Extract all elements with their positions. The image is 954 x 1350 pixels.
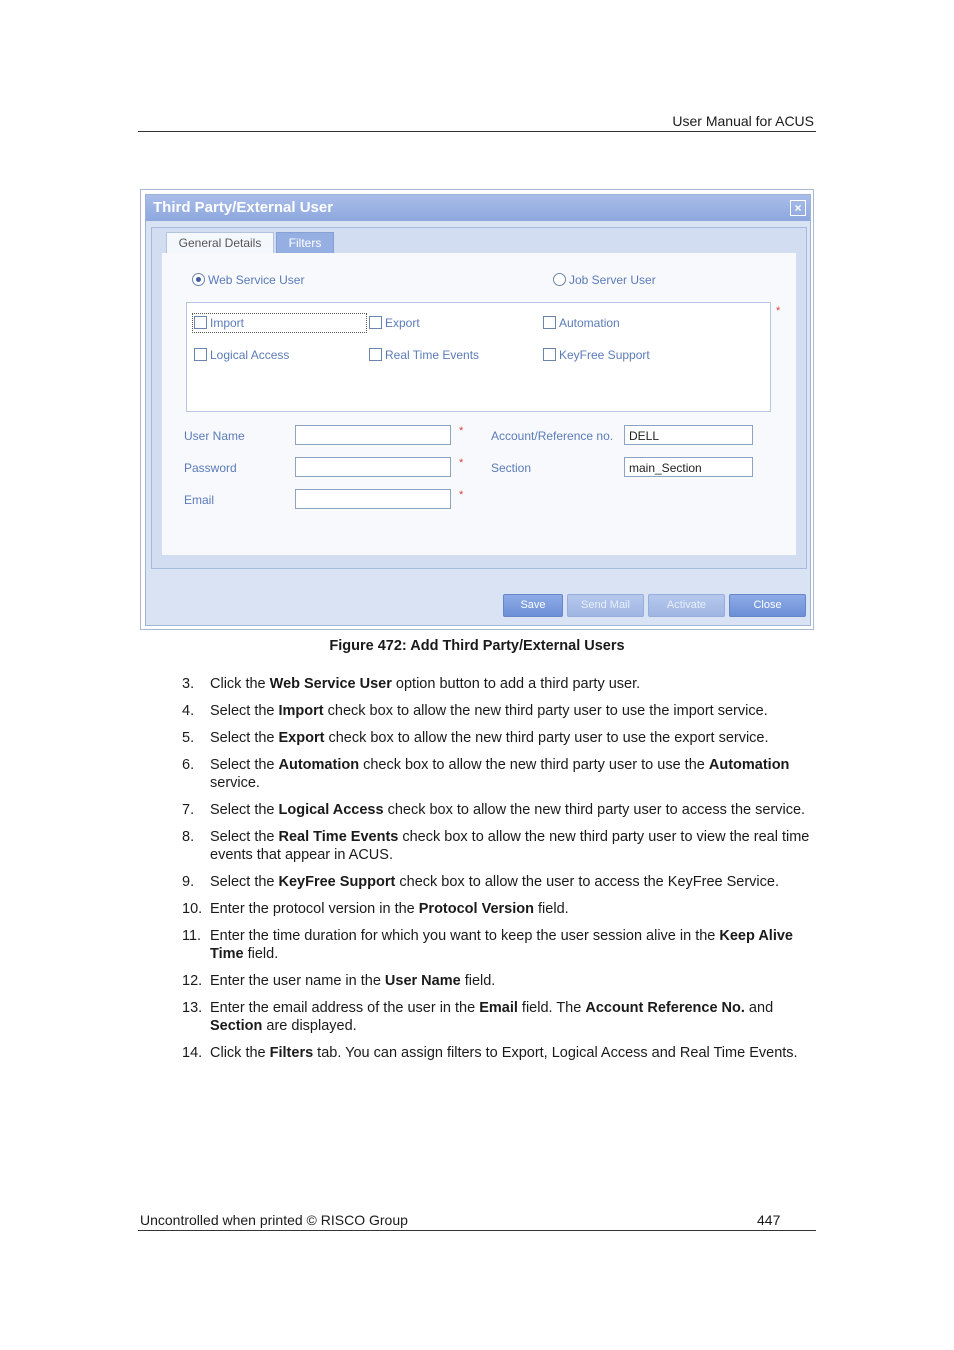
page-number: 447 [757,1212,781,1228]
step-text: Click the Web Service User option button to add a third party user. [210,676,641,692]
dialog-button-bar [151,573,805,621]
footer-rule [138,1230,816,1231]
email-label: Email [184,493,215,507]
step-text: Select the Logical Access check box to allow the new third party user to access the service. [210,802,806,818]
step-number: 11. [182,928,202,944]
radio-unselected-icon [553,273,566,286]
checkbox-icon [543,348,556,361]
activate-button[interactable]: Activate [648,594,725,617]
step-number: 3. [182,676,195,692]
step-item [182,828,822,864]
step-item [182,729,822,747]
password-input[interactable] [295,457,451,477]
user-name-required-mark: * [459,425,464,437]
checkbox-export[interactable]: Export [369,316,420,330]
permissions-required-mark: * [776,305,781,317]
tab-filters[interactable]: Filters [276,232,334,254]
section-input[interactable]: main_Section [624,457,753,477]
figure-caption: Figure 472: Add Third Party/External Users [329,638,625,654]
page-header-title: User Manual for ACUS [672,113,814,129]
checkbox-icon [194,316,207,329]
instruction-steps [182,675,822,1071]
step-item [182,999,822,1035]
dialog-titlebar [146,195,810,221]
step-text: Enter the time duration for which you want to keep the user session alive in the Keep Alive Time field. [210,928,793,962]
tab-general-details[interactable]: General Details [166,232,274,253]
close-icon[interactable]: × [790,200,806,216]
step-number: 8. [182,829,195,845]
step-number: 12. [182,973,203,989]
save-button[interactable]: Save [503,594,563,617]
step-item [182,675,822,693]
checkbox-icon [369,316,382,329]
step-number: 4. [182,703,195,719]
user-name-input[interactable] [295,425,451,445]
checkbox-icon [194,348,207,361]
step-item [182,972,822,990]
email-input[interactable] [295,489,451,509]
step-text: Enter the email address of the user in the Email field. The Account Reference No. and Section are displayed. [210,1000,774,1034]
step-item [182,900,822,918]
checkbox-automation[interactable]: Automation [543,316,620,330]
step-text: Select the Automation check box to allow the new third party user to use the Automation service. [210,757,790,791]
user-name-label: User Name [184,429,245,443]
step-text: Click the Filters tab. You can assign filters to Export, Logical Access and Real Time Events. [210,1045,798,1061]
step-number: 5. [182,730,195,746]
header-rule [138,131,816,132]
step-item [182,1044,822,1062]
step-text: Select the Import check box to allow the new third party user to use the import service. [210,703,768,719]
radio-selected-icon [192,273,205,286]
close-button[interactable]: Close [729,594,806,617]
step-item [182,702,822,720]
footer-copyright: Uncontrolled when printed © RISCO Group [140,1212,408,1228]
send-mail-button[interactable]: Send Mail [567,594,644,617]
checkbox-icon [543,316,556,329]
step-number: 10. [182,901,203,917]
third-party-user-dialog [145,194,811,626]
step-number: 9. [182,874,195,890]
step-number: 7. [182,802,195,818]
step-number: 6. [182,757,195,773]
step-item [182,873,822,891]
general-details-content [162,253,796,555]
account-reference-label: Account/Reference no. [491,429,614,443]
password-label: Password [184,461,237,475]
password-required-mark: * [459,457,464,469]
step-text: Select the Export check box to allow the new third party user to use the export service. [210,730,769,746]
tab-panel [151,227,807,569]
step-text: Enter the protocol version in the Protocol Version field. [210,901,569,917]
checkbox-keyfree-support[interactable]: KeyFree Support [543,348,650,362]
section-label: Section [491,461,532,475]
radio-web-service-user[interactable]: Web Service User [192,273,304,287]
radio-job-server-user[interactable]: Job Server User [553,273,656,287]
account-reference-input[interactable]: DELL [624,425,753,445]
step-text: Select the KeyFree Support check box to allow the user to access the KeyFree Service. [210,874,779,890]
step-number: 13. [182,1000,203,1016]
step-item [182,927,822,963]
step-item [182,756,822,792]
step-text: Enter the user name in the User Name field. [210,973,496,989]
checkbox-real-time-events[interactable]: Real Time Events [369,348,479,362]
step-item [182,801,822,819]
checkbox-logical-access[interactable]: Logical Access [194,348,289,362]
email-required-mark: * [459,489,464,501]
step-text: Select the Real Time Events check box to allow the new third party user to view the real time events that appear in ACUS. [210,829,810,863]
checkbox-icon [369,348,382,361]
step-number: 14. [182,1045,203,1061]
checkbox-import[interactable]: Import [194,316,244,330]
dialog-title: Third Party/External User [153,199,334,216]
